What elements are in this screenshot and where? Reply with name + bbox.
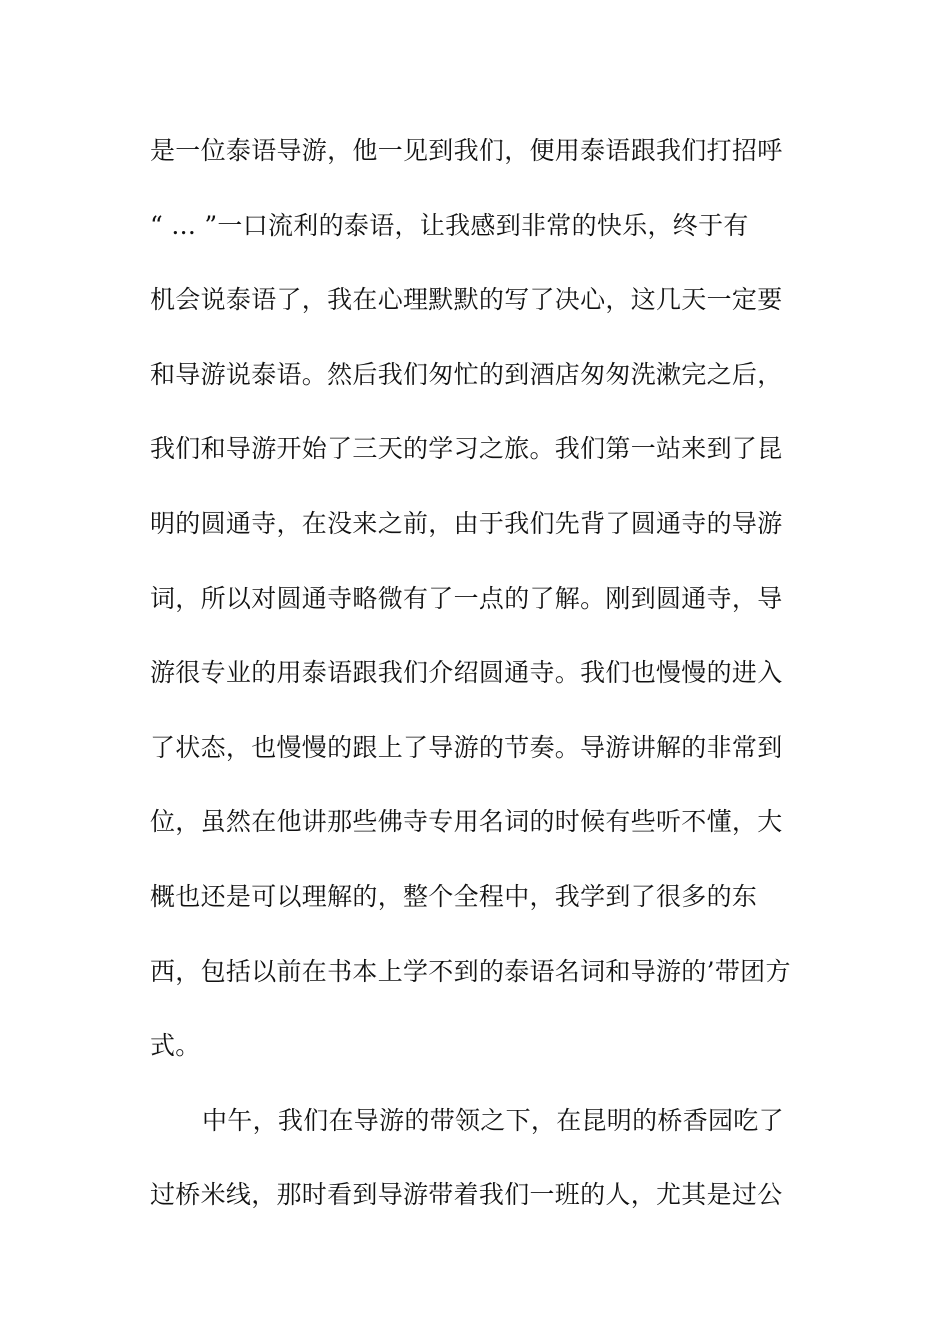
text-line: 概也还是可以理解的，整个全程中，我学到了很多的东: [150, 882, 758, 911]
text-line: 词，所以对圆通寺略微有了一点的了解。刚到圆通寺，导: [150, 584, 783, 613]
text-line: 我们和导游开始了三天的学习之旅。我们第一站来到了昆: [150, 434, 783, 463]
text-line: 是一位泰语导游，他一见到我们，便用泰语跟我们打招呼: [150, 136, 783, 165]
text-line: 西，包括以前在书本上学不到的泰语名词和导游的’带团方: [150, 957, 791, 986]
text-line: “ ... ”一口流利的泰语，让我感到非常的快乐，终于有: [150, 211, 749, 240]
text-line: 了状态，也慢慢的跟上了导游的节奏。导游讲解的非常到: [150, 733, 783, 762]
text-line: 中午，我们在导游的带领之下，在昆明的桥香园吃了: [202, 1106, 784, 1135]
text-line: 游很专业的用泰语跟我们介绍圆通寺。我们也慢慢的进入: [150, 658, 783, 687]
text-line: 过桥米线，那时看到导游带着我们一班的人，尤其是过公: [150, 1180, 783, 1209]
text-line: 机会说泰语了，我在心理默默的写了决心，这几天一定要: [150, 285, 783, 314]
text-line: 位，虽然在他讲那些佛寺专用名词的时候有些听不懂，大: [150, 807, 783, 836]
text-line: 和导游说泰语。然后我们匆忙的到酒店匆匆洗漱完之后，: [150, 360, 783, 389]
text-line: 式。: [150, 1031, 201, 1060]
text-line: 明的圆通寺，在没来之前，由于我们先背了圆通寺的导游: [150, 509, 783, 538]
